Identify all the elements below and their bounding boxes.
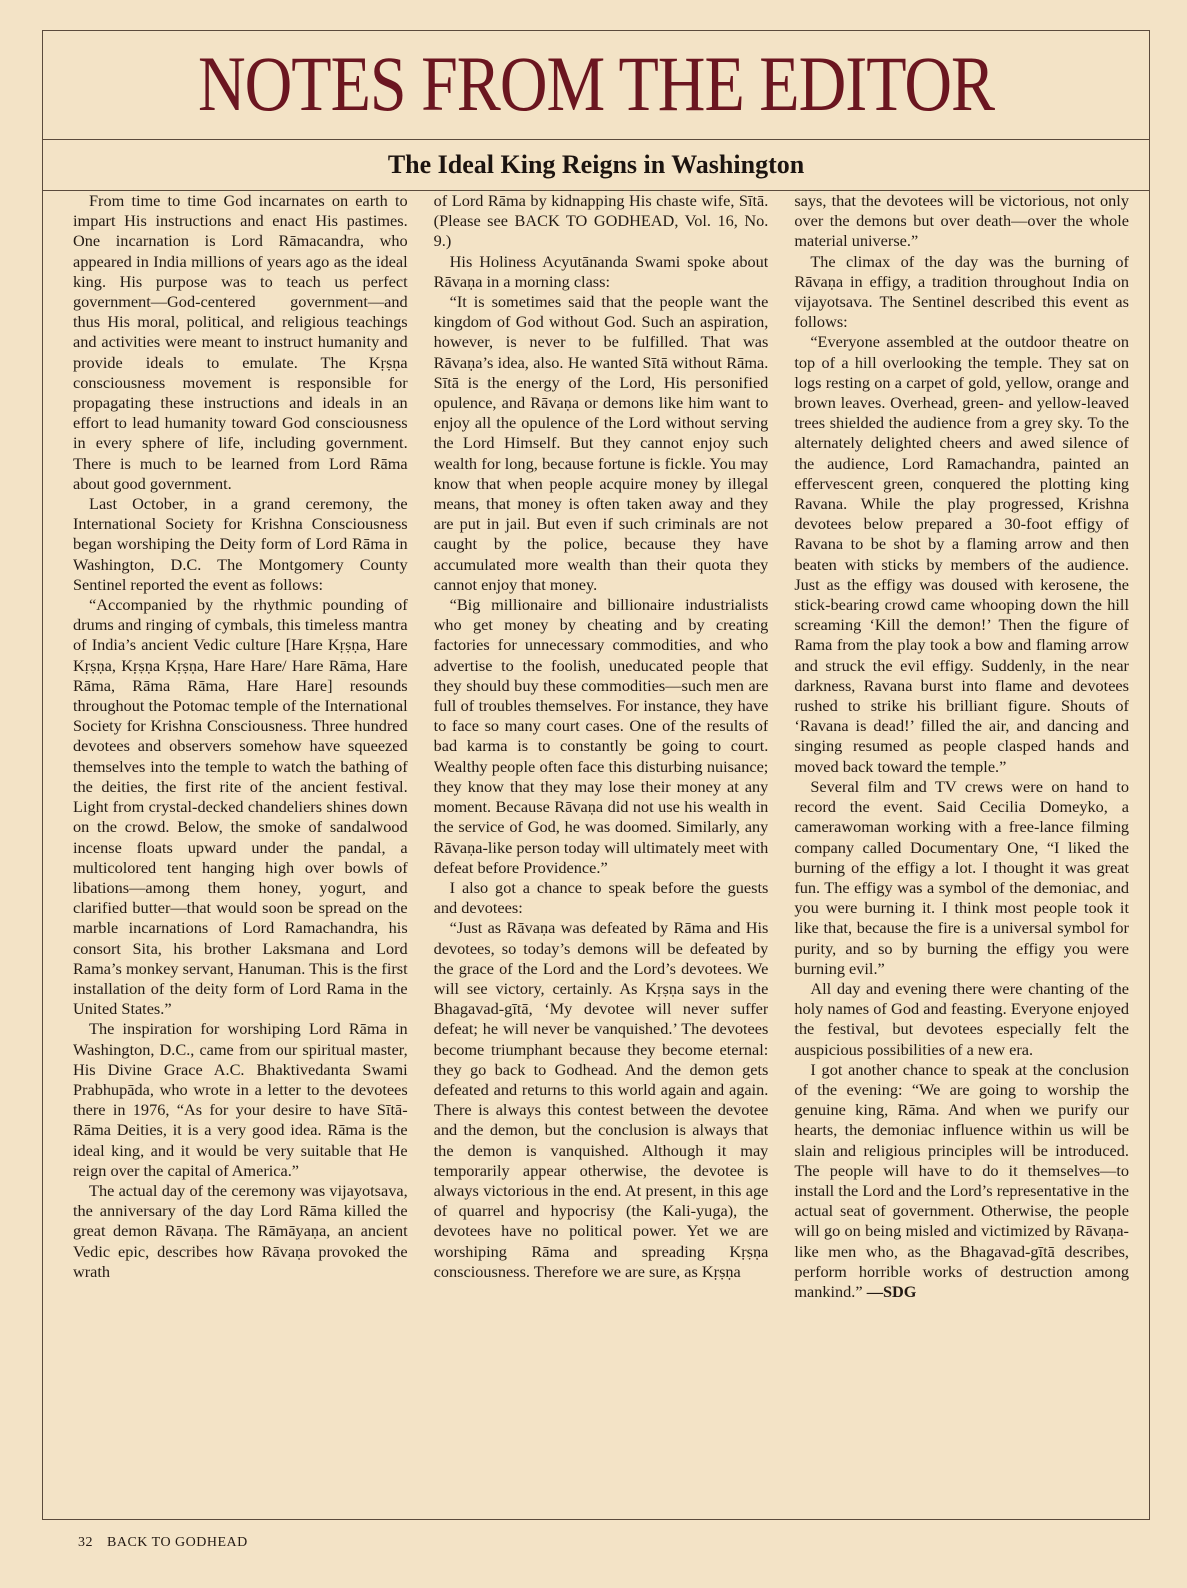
- paragraph: The climax of the day was the burning of Rāvaṇa in effigy, a tradition throughout India on vijayotsava. The Sentinel described this event as follows:: [794, 251, 1129, 332]
- editor-signoff: —SDG: [866, 1281, 917, 1301]
- paragraph: Last October, in a grand ceremony, the International Society for Krishna Consciousness began worshiping the Deity form of Lord Rāma in Washington, D.C. The Montgomery County Sentinel reported the event as follows:: [73, 494, 408, 594]
- column-2: [434, 191, 769, 1519]
- page-frame: [42, 30, 1150, 1520]
- paragraph: “Big millionaire and billionaire industrialists who get money by cheating and by creating factories for unnecessary commodities, and who advertise to the foolish, uneducated people that they should buy these commodities—such men are full of troubles themselves. For instance, they have to face so many court cases. One of the results of bad karma is to constantly be going to court. Wealthy people often face this disturbing nuisance; they know that they may lose their money at any moment. Because Rāvaṇa did not use his wealth in the service of God, he was doomed. Similarly, any Rāvaṇa-like person today will ultimately meet with defeat before Providence.”: [433, 595, 769, 877]
- paragraph: From time to time God incarnates on earth to impart His instructions and enact His pastimes. One incarnation is Lord Rāmacandra, who appeared in India millions of years ago as the ideal king. His purpose was to teach us perfect government—God-centered government—and thus His moral, political, and religious teachings and activities were meant to instruct humanity and provide ideals to emulate. The Kṛṣṇa consciousness movement is responsible for propagating these instructions and ideals in an effort to lead humanity toward God consciousness in every sphere of life, including government. There is much to be learned from Lord Rāma about good government.: [73, 191, 408, 493]
- paragraph: “Just as Rāvaṇa was defeated by Rāma and His devotees, so today’s demons will be defeated by the grace of the Lord and the Lord’s devotees. We will see victory, certainly. As Kṛṣṇa says in the Bhagavad-gītā, ‘My devotee will never suffer defeat; he will never be vanquished.’ The devotees become triumphant because they become eternal: they go back to Godhead. And the demon gets defeated and returns to this world again and again. There is always this contest between the devotee and the demon, but the conclusion is always that the demon is vanquished. Although it may temporarily appear otherwise, the devotee is always victorious in the end. At present, in this age of quarrel and hypocrisy (the Kali-yuga), the devotees have no political power. Yet we are worshiping Rāma and spreading Kṛṣṇa consciousness. Therefore we are sure, as Kṛṣṇa: [433, 918, 769, 1281]
- article-title: The Ideal King Reigns in Washington: [387, 150, 805, 179]
- paragraph-text: I got another chance to speak at the conclusion of the evening: “We are going to worship the genuine king, Rāma. And when we purify our hearts, the demoniac influence within us will be slain and religious principles will be introduced. The people will have to do it themselves—to install the Lord and the Lord’s representative in the actual seat of government. Otherwise, the people will go on being misled and victimized by Rāvaṇa-like men who, as the Bhagavad-gītā describes, perform horrible works of destruction among mankind.”: [794, 1059, 1129, 1301]
- column-3: [794, 191, 1129, 1519]
- headline-bar: [43, 140, 1149, 191]
- masthead: [43, 31, 1149, 140]
- page-number: 32: [78, 1535, 93, 1550]
- section-title: NOTES FROM THE EDITOR: [197, 41, 995, 128]
- paragraph: Several film and TV crews were on hand to record the event. Said Cecilia Domeyko, a camerawoman working with a free-lance filming company called Documentary One, “I liked the burning of the effigy a lot. I thought it was great fun. The effigy was a symbol of the demoniac, and you were burning it. I think most people took it like that, because the fire is a universal symbol for purity, and so by burning the effigy you were burning evil.”: [794, 776, 1129, 978]
- paragraph: says, that the devotees will be victorious, not only over the demons but over death—over the whole material universe.”: [794, 191, 1129, 251]
- column-1: [73, 191, 408, 1519]
- paragraph: “Accompanied by the rhythmic pounding of drums and ringing of cymbals, this timeless mantra of India’s ancient Vedic culture [Hare Kṛṣṇa, Hare Kṛṣṇa, Kṛṣṇa Kṛṣṇa, Hare Hare/ Hare Rāma, Hare Rāma, Rāma Rāma, Hare Hare] resounds throughout the Potomac temple of the International Society for Krishna Consciousness. Three hundred devotees and observers somehow have squeezed themselves into the temple to watch the bathing of the deities, the first rite of the ancient festival. Light from crystal-decked chandeliers shines down on the crowd. Below, the smoke of sandalwood incense floats upward under the pandal, a multicolored tent hanging high over bowls of libations—among them honey, yogurt, and clarified butter—that would soon be spread on the marble incarnations of Lord Ramachandra, his consort Sita, his brother Laksmana and Lord Rama’s monkey servant, Hanuman. This is the first installation of the deity form of Lord Rama in the United States.”: [73, 595, 408, 1019]
- paragraph: The actual day of the ceremony was vijayotsava, the anniversary of the day Lord Rāma killed the great demon Rāvaṇa. The Rāmāyaṇa, an ancient Vedic epic, describes how Rāvaṇa provoked the wrath: [73, 1180, 408, 1281]
- article-body: [73, 191, 1129, 1519]
- paragraph: “Everyone assembled at the outdoor theatre on top of a hill overlooking the temple. They sat on logs resting on a carpet of gold, yellow, orange and brown leaves. Overhead, green- and yellow-leaved trees shielded the audience from a grey sky. To the alternately delighted cheers and awed silence of the audience, Lord Ramachandra, painted an effervescent green, conquered the plotting king Ravana. While the play progressed, Krishna devotees below prepared a 30-foot effigy of Ravana to be shot by a flaming arrow and then beaten with sticks by members of the audience. Just as the effigy was doused with kerosene, the stick-bearing crowd came whooping down the hill screaming ‘Kill the demon!’ Then the figure of Rama from the play took a bow and flaming arrow and struck the evil effigy. Suddenly, in the near darkness, Ravana burst into flame and devotees rushed to strike his brilliant figure. Shouts of ‘Ravana is dead!’ filled the air, and dancing and singing resumed as people clasped hands and moved back toward the temple.”: [794, 332, 1129, 776]
- paragraph: All day and evening there were chanting of the holy names of God and feasting. Everyone enjoyed the festival, but devotees especially felt the auspicious possibilities of a new era.: [794, 978, 1129, 1059]
- paragraph: His Holiness Acyutānanda Swami spoke about Rāvaṇa in a morning class:: [433, 251, 769, 291]
- page-footer: [78, 1535, 248, 1551]
- paragraph: The inspiration for worshiping Lord Rāma in Washington, D.C., came from our spiritual master, His Divine Grace A.C. Bhaktivedanta Swami Prabhupāda, who wrote in a letter to the devotees there in 1976, “As for your desire to have Sītā-Rāma Deities, it is a very good idea. Rāma is the ideal king, and it would be very suitable that He reign over the capital of America.”: [73, 1019, 408, 1180]
- publication-name: BACK TO GODHEAD: [107, 1535, 248, 1550]
- paragraph: “It is sometimes said that the people want the kingdom of God without God. Such an aspiration, however, is never to be fulfilled. That was Rāvaṇa’s idea, also. He wanted Sītā without Rāma. Sītā is the energy of the Lord, His personified opulence, and Rāvaṇa or demons like him want to enjoy all the opulence of the Lord without serving the Lord Himself. But they cannot enjoy such wealth for long, because fortune is fickle. You may know that when people acquire money by illegal means, that money is often taken away and they are put in jail. But even if such criminals are not caught by the police, because they have accumulated more wealth than their quota they cannot enjoy that money.: [433, 292, 769, 594]
- paragraph-final: [794, 1060, 1129, 1302]
- paragraph: of Lord Rāma by kidnapping His chaste wife, Sītā. (Please see BACK TO GODHEAD, Vol. 16, No. 9.): [433, 191, 769, 251]
- paragraph: I also got a chance to speak before the guests and devotees:: [433, 877, 769, 918]
